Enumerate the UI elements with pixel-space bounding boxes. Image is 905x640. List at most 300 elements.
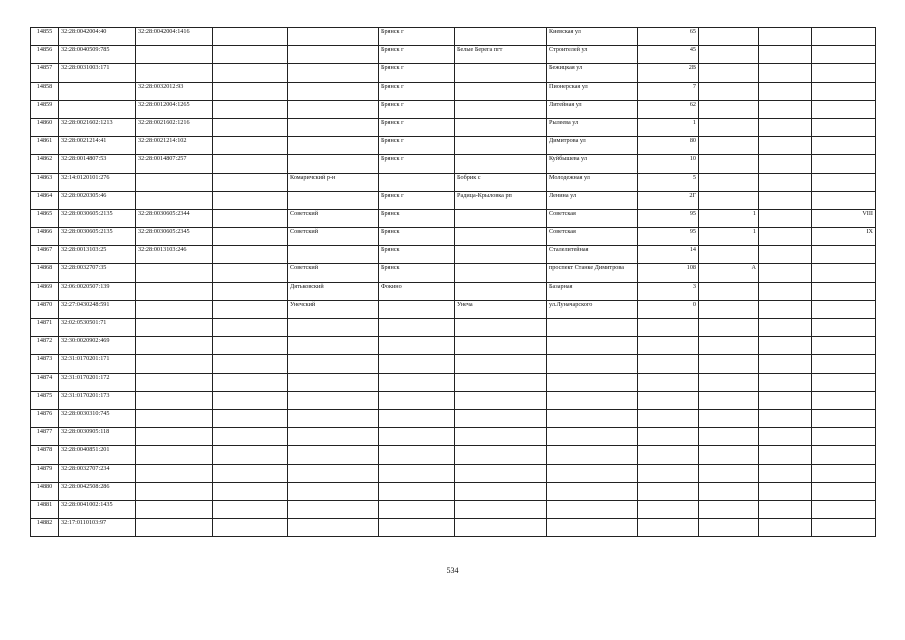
- street-cell: Советская: [547, 209, 638, 227]
- city-cell: Брянск г: [379, 118, 455, 136]
- house-number-cell: 2Г: [638, 191, 699, 209]
- building-cell: А: [699, 264, 759, 282]
- building-cell: [699, 82, 759, 100]
- table-row: [31, 391, 876, 409]
- cadastral-number-cell: 32:31:0170201:171: [59, 355, 136, 373]
- city-cell: [379, 319, 455, 337]
- related-cadastral-number-cell: [136, 337, 213, 355]
- region-cell: [213, 46, 288, 64]
- house-number-cell: 65: [638, 28, 699, 46]
- structure-cell: [759, 209, 812, 227]
- premises-cell: [812, 191, 876, 209]
- record-number-cell: 14874: [31, 373, 59, 391]
- premises-cell: [812, 464, 876, 482]
- premises-cell: [812, 319, 876, 337]
- region-cell: [213, 355, 288, 373]
- city-cell: [379, 391, 455, 409]
- district-cell: [288, 464, 379, 482]
- district-cell: [288, 64, 379, 82]
- related-cadastral-number-cell: 32:28:0021602:1216: [136, 118, 213, 136]
- table-row: [31, 82, 876, 100]
- region-cell: [213, 28, 288, 46]
- cadastral-number-cell: 32:28:0031003:171: [59, 64, 136, 82]
- premises-cell: [812, 246, 876, 264]
- structure-cell: [759, 300, 812, 318]
- table-row: [31, 155, 876, 173]
- related-cadastral-number-cell: [136, 319, 213, 337]
- premises-cell: [812, 519, 876, 537]
- settlement-cell: [455, 264, 547, 282]
- street-cell: Молодежная ул: [547, 173, 638, 191]
- structure-cell: [759, 28, 812, 46]
- settlement-cell: [455, 118, 547, 136]
- table-row: [31, 482, 876, 500]
- region-cell: [213, 137, 288, 155]
- cadastral-number-cell: 32:28:0030905:118: [59, 428, 136, 446]
- house-number-cell: 0: [638, 300, 699, 318]
- region-cell: [213, 446, 288, 464]
- related-cadastral-number-cell: [136, 264, 213, 282]
- settlement-cell: [455, 319, 547, 337]
- premises-cell: [812, 337, 876, 355]
- structure-cell: [759, 519, 812, 537]
- settlement-cell: [455, 482, 547, 500]
- building-cell: [699, 519, 759, 537]
- document-sheet: [30, 27, 875, 537]
- district-cell: [288, 28, 379, 46]
- house-number-cell: 80: [638, 137, 699, 155]
- house-number-cell: 108: [638, 264, 699, 282]
- city-cell: [379, 409, 455, 427]
- record-number-cell: 14867: [31, 246, 59, 264]
- region-cell: [213, 373, 288, 391]
- table-row: [31, 446, 876, 464]
- related-cadastral-number-cell: [136, 500, 213, 518]
- region-cell: [213, 173, 288, 191]
- district-cell: Советский: [288, 264, 379, 282]
- street-cell: Ленина ул: [547, 191, 638, 209]
- table-row: [31, 428, 876, 446]
- district-cell: [288, 191, 379, 209]
- house-number-cell: [638, 428, 699, 446]
- related-cadastral-number-cell: [136, 446, 213, 464]
- structure-cell: [759, 446, 812, 464]
- city-cell: [379, 446, 455, 464]
- cadastral-number-cell: 32:28:0040509:785: [59, 46, 136, 64]
- cadastral-number-cell: 32:02:0530501:71: [59, 319, 136, 337]
- structure-cell: [759, 482, 812, 500]
- structure-cell: [759, 337, 812, 355]
- record-number-cell: 14856: [31, 46, 59, 64]
- house-number-cell: 10: [638, 155, 699, 173]
- structure-cell: [759, 82, 812, 100]
- street-cell: Пионерская ул: [547, 82, 638, 100]
- street-cell: Базарная: [547, 282, 638, 300]
- street-cell: [547, 464, 638, 482]
- cadastral-number-cell: 32:28:0021602:1213: [59, 118, 136, 136]
- structure-cell: [759, 173, 812, 191]
- region-cell: [213, 519, 288, 537]
- city-cell: Брянск: [379, 228, 455, 246]
- premises-cell: [812, 373, 876, 391]
- settlement-cell: [455, 519, 547, 537]
- house-number-cell: 62: [638, 100, 699, 118]
- related-cadastral-number-cell: 32:28:0021214:102: [136, 137, 213, 155]
- record-number-cell: 14859: [31, 100, 59, 118]
- table-row: [31, 137, 876, 155]
- house-number-cell: 5: [638, 173, 699, 191]
- settlement-cell: [455, 464, 547, 482]
- city-cell: Брянск г: [379, 64, 455, 82]
- street-cell: ул.Луначарского: [547, 300, 638, 318]
- premises-cell: [812, 428, 876, 446]
- house-number-cell: 2В: [638, 64, 699, 82]
- settlement-cell: [455, 246, 547, 264]
- building-cell: 1: [699, 209, 759, 227]
- cadastral-number-cell: 32:28:0030605:2135: [59, 228, 136, 246]
- record-number-cell: 14864: [31, 191, 59, 209]
- record-number-cell: 14866: [31, 228, 59, 246]
- structure-cell: [759, 46, 812, 64]
- premises-cell: [812, 46, 876, 64]
- street-cell: Литейная ул: [547, 100, 638, 118]
- city-cell: Брянск: [379, 264, 455, 282]
- city-cell: [379, 355, 455, 373]
- table-row: [31, 64, 876, 82]
- structure-cell: [759, 355, 812, 373]
- district-cell: Унечский: [288, 300, 379, 318]
- street-cell: проспект Станке Димитрова: [547, 264, 638, 282]
- building-cell: [699, 464, 759, 482]
- premises-cell: [812, 264, 876, 282]
- table-row: [31, 228, 876, 246]
- city-cell: [379, 464, 455, 482]
- table-row: [31, 355, 876, 373]
- street-cell: [547, 355, 638, 373]
- premises-cell: [812, 173, 876, 191]
- record-number-cell: 14857: [31, 64, 59, 82]
- table-row: [31, 118, 876, 136]
- building-cell: [699, 446, 759, 464]
- building-cell: [699, 482, 759, 500]
- building-cell: [699, 337, 759, 355]
- city-cell: [379, 482, 455, 500]
- settlement-cell: [455, 446, 547, 464]
- district-cell: [288, 118, 379, 136]
- table-row: [31, 319, 876, 337]
- city-cell: [379, 519, 455, 537]
- cadastral-number-cell: 32:28:0020305:46: [59, 191, 136, 209]
- city-cell: Брянск: [379, 246, 455, 264]
- premises-cell: [812, 155, 876, 173]
- related-cadastral-number-cell: [136, 391, 213, 409]
- related-cadastral-number-cell: [136, 64, 213, 82]
- cadastral-number-cell: 32:31:0170201:173: [59, 391, 136, 409]
- city-cell: Брянск г: [379, 82, 455, 100]
- settlement-cell: [455, 137, 547, 155]
- street-cell: Строителей ул: [547, 46, 638, 64]
- related-cadastral-number-cell: [136, 373, 213, 391]
- table-row: [31, 409, 876, 427]
- cadastral-number-cell: [59, 100, 136, 118]
- table-row: [31, 373, 876, 391]
- building-cell: [699, 355, 759, 373]
- street-cell: Киевская ул: [547, 28, 638, 46]
- district-cell: Советский: [288, 209, 379, 227]
- settlement-cell: [455, 282, 547, 300]
- premises-cell: [812, 300, 876, 318]
- district-cell: [288, 355, 379, 373]
- street-cell: [547, 482, 638, 500]
- premises-cell: [812, 137, 876, 155]
- structure-cell: [759, 191, 812, 209]
- house-number-cell: [638, 391, 699, 409]
- house-number-cell: [638, 409, 699, 427]
- related-cadastral-number-cell: [136, 482, 213, 500]
- building-cell: [699, 428, 759, 446]
- record-number-cell: 14872: [31, 337, 59, 355]
- settlement-cell: [455, 228, 547, 246]
- building-cell: [699, 118, 759, 136]
- record-number-cell: 14869: [31, 282, 59, 300]
- street-cell: [547, 500, 638, 518]
- cadastral-number-cell: 32:17:0110103:97: [59, 519, 136, 537]
- district-cell: [288, 337, 379, 355]
- building-cell: [699, 246, 759, 264]
- related-cadastral-number-cell: 32:28:0013103:246: [136, 246, 213, 264]
- premises-cell: [812, 100, 876, 118]
- district-cell: Советский: [288, 228, 379, 246]
- record-number-cell: 14855: [31, 28, 59, 46]
- cadastral-number-cell: [59, 82, 136, 100]
- record-number-cell: 14860: [31, 118, 59, 136]
- registry-table: [30, 27, 876, 537]
- district-cell: [288, 100, 379, 118]
- premises-cell: [812, 28, 876, 46]
- settlement-cell: [455, 100, 547, 118]
- structure-cell: [759, 137, 812, 155]
- related-cadastral-number-cell: 32:28:0012004:1265: [136, 100, 213, 118]
- city-cell: [379, 337, 455, 355]
- related-cadastral-number-cell: 32:28:0042004:1416: [136, 28, 213, 46]
- region-cell: [213, 100, 288, 118]
- settlement-cell: Белые Берега пгт: [455, 46, 547, 64]
- house-number-cell: [638, 519, 699, 537]
- related-cadastral-number-cell: [136, 300, 213, 318]
- record-number-cell: 14870: [31, 300, 59, 318]
- related-cadastral-number-cell: 32:28:0032012:93: [136, 82, 213, 100]
- settlement-cell: [455, 82, 547, 100]
- city-cell: Брянск г: [379, 191, 455, 209]
- house-number-cell: [638, 355, 699, 373]
- building-cell: [699, 409, 759, 427]
- record-number-cell: 14877: [31, 428, 59, 446]
- city-cell: [379, 373, 455, 391]
- city-cell: [379, 300, 455, 318]
- district-cell: [288, 409, 379, 427]
- street-cell: [547, 337, 638, 355]
- house-number-cell: 45: [638, 46, 699, 64]
- region-cell: [213, 464, 288, 482]
- region-cell: [213, 482, 288, 500]
- building-cell: [699, 300, 759, 318]
- settlement-cell: [455, 500, 547, 518]
- district-cell: [288, 482, 379, 500]
- building-cell: [699, 137, 759, 155]
- cadastral-number-cell: 32:28:0021214:41: [59, 137, 136, 155]
- street-cell: [547, 373, 638, 391]
- building-cell: [699, 319, 759, 337]
- related-cadastral-number-cell: 32:28:0014807:257: [136, 155, 213, 173]
- related-cadastral-number-cell: [136, 355, 213, 373]
- street-cell: Димитрова ул: [547, 137, 638, 155]
- record-number-cell: 14881: [31, 500, 59, 518]
- region-cell: [213, 82, 288, 100]
- related-cadastral-number-cell: [136, 409, 213, 427]
- street-cell: [547, 391, 638, 409]
- settlement-cell: [455, 64, 547, 82]
- premises-cell: [812, 446, 876, 464]
- structure-cell: [759, 228, 812, 246]
- cadastral-number-cell: 32:28:0040851:201: [59, 446, 136, 464]
- street-cell: Куйбышева ул: [547, 155, 638, 173]
- related-cadastral-number-cell: [136, 282, 213, 300]
- house-number-cell: 95: [638, 209, 699, 227]
- street-cell: [547, 446, 638, 464]
- record-number-cell: 14879: [31, 464, 59, 482]
- house-number-cell: [638, 500, 699, 518]
- structure-cell: [759, 464, 812, 482]
- building-cell: 1: [699, 228, 759, 246]
- record-number-cell: 14863: [31, 173, 59, 191]
- structure-cell: [759, 319, 812, 337]
- record-number-cell: 14868: [31, 264, 59, 282]
- district-cell: [288, 246, 379, 264]
- street-cell: Советская: [547, 228, 638, 246]
- house-number-cell: [638, 373, 699, 391]
- street-cell: [547, 409, 638, 427]
- building-cell: [699, 282, 759, 300]
- city-cell: Брянск г: [379, 137, 455, 155]
- district-cell: Комаричский р-н: [288, 173, 379, 191]
- building-cell: [699, 155, 759, 173]
- region-cell: [213, 428, 288, 446]
- house-number-cell: 3: [638, 282, 699, 300]
- house-number-cell: [638, 464, 699, 482]
- record-number-cell: 14880: [31, 482, 59, 500]
- house-number-cell: 1: [638, 118, 699, 136]
- city-cell: Брянск г: [379, 28, 455, 46]
- cadastral-number-cell: 32:28:0013103:25: [59, 246, 136, 264]
- building-cell: [699, 191, 759, 209]
- cadastral-number-cell: 32:28:0042004:40: [59, 28, 136, 46]
- cadastral-number-cell: 32:28:0030310:745: [59, 409, 136, 427]
- city-cell: Брянск г: [379, 155, 455, 173]
- premises-cell: [812, 282, 876, 300]
- cadastral-number-cell: 32:14:0120101:276: [59, 173, 136, 191]
- structure-cell: [759, 373, 812, 391]
- related-cadastral-number-cell: 32:28:0030605:2345: [136, 228, 213, 246]
- city-cell: Брянск г: [379, 46, 455, 64]
- registry-table-body: [31, 28, 876, 537]
- settlement-cell: [455, 391, 547, 409]
- cadastral-number-cell: 32:06:0020507:139: [59, 282, 136, 300]
- building-cell: [699, 46, 759, 64]
- cadastral-number-cell: 32:27:0430248:591: [59, 300, 136, 318]
- premises-cell: [812, 409, 876, 427]
- region-cell: [213, 409, 288, 427]
- cadastral-number-cell: 32:31:0170201:172: [59, 373, 136, 391]
- table-row: [31, 173, 876, 191]
- record-number-cell: 14865: [31, 209, 59, 227]
- region-cell: [213, 209, 288, 227]
- street-cell: Сталелитейная: [547, 246, 638, 264]
- related-cadastral-number-cell: 32:28:0030605:2344: [136, 209, 213, 227]
- street-cell: [547, 428, 638, 446]
- building-cell: [699, 173, 759, 191]
- structure-cell: [759, 118, 812, 136]
- district-cell: [288, 519, 379, 537]
- district-cell: [288, 319, 379, 337]
- structure-cell: [759, 100, 812, 118]
- premises-cell: [812, 482, 876, 500]
- premises-cell: VIII: [812, 209, 876, 227]
- premises-cell: [812, 82, 876, 100]
- district-cell: [288, 82, 379, 100]
- region-cell: [213, 64, 288, 82]
- building-cell: [699, 500, 759, 518]
- house-number-cell: [638, 319, 699, 337]
- table-row: [31, 46, 876, 64]
- building-cell: [699, 28, 759, 46]
- region-cell: [213, 391, 288, 409]
- record-number-cell: 14878: [31, 446, 59, 464]
- related-cadastral-number-cell: [136, 191, 213, 209]
- cadastral-number-cell: 32:28:0032707:234: [59, 464, 136, 482]
- district-cell: [288, 446, 379, 464]
- related-cadastral-number-cell: [136, 46, 213, 64]
- record-number-cell: 14882: [31, 519, 59, 537]
- structure-cell: [759, 282, 812, 300]
- region-cell: [213, 118, 288, 136]
- table-row: [31, 100, 876, 118]
- district-cell: [288, 373, 379, 391]
- table-row: [31, 209, 876, 227]
- table-row: [31, 246, 876, 264]
- settlement-cell: [455, 155, 547, 173]
- region-cell: [213, 155, 288, 173]
- related-cadastral-number-cell: [136, 464, 213, 482]
- table-row: [31, 300, 876, 318]
- settlement-cell: Радица-Крыловка рп: [455, 191, 547, 209]
- settlement-cell: Унеча: [455, 300, 547, 318]
- district-cell: [288, 46, 379, 64]
- structure-cell: [759, 500, 812, 518]
- building-cell: [699, 373, 759, 391]
- house-number-cell: 14: [638, 246, 699, 264]
- related-cadastral-number-cell: [136, 428, 213, 446]
- district-cell: [288, 391, 379, 409]
- district-cell: [288, 155, 379, 173]
- table-row: [31, 337, 876, 355]
- structure-cell: [759, 409, 812, 427]
- structure-cell: [759, 391, 812, 409]
- record-number-cell: 14871: [31, 319, 59, 337]
- settlement-cell: [455, 428, 547, 446]
- cadastral-number-cell: 32:28:0042508:286: [59, 482, 136, 500]
- street-cell: Рылеева ул: [547, 118, 638, 136]
- table-row: [31, 282, 876, 300]
